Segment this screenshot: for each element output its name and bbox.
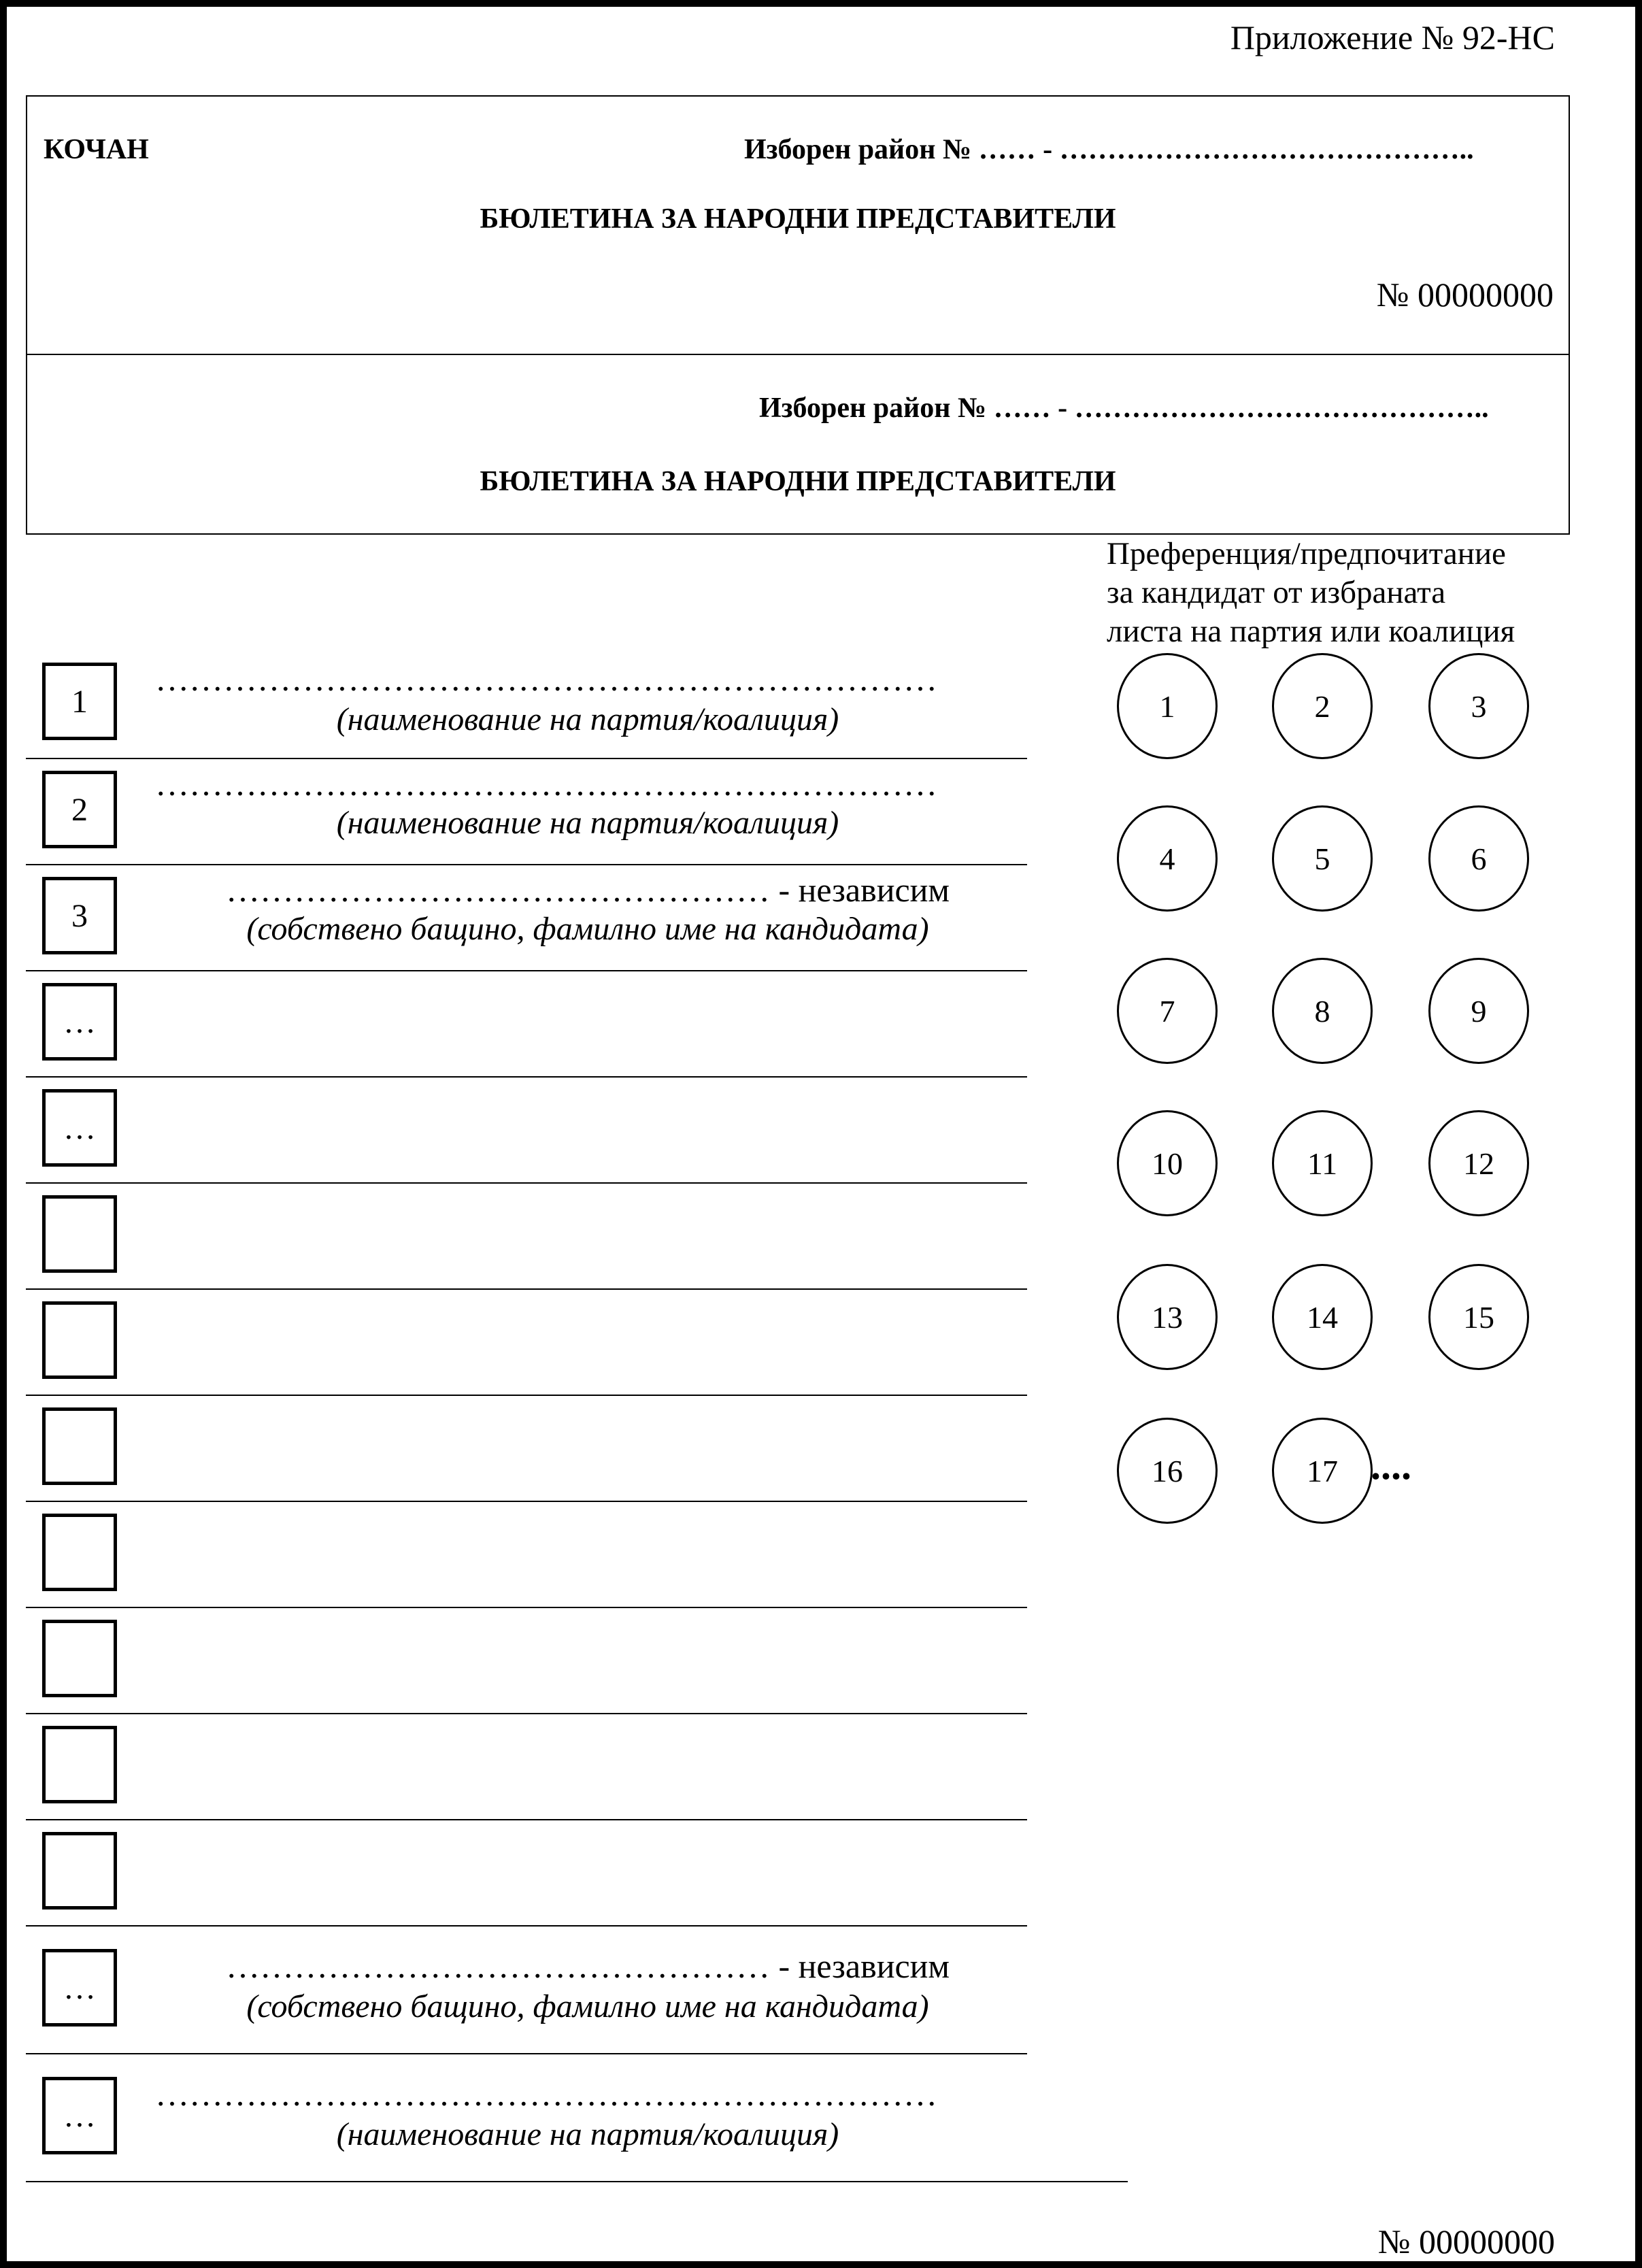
row-caption: (наименование на партия/коалиция) (336, 701, 839, 737)
ballot-checkbox[interactable] (42, 1620, 117, 1697)
party-name-line: …………………………………………………………… (155, 2075, 937, 2113)
preference-circle[interactable]: 11 (1272, 1110, 1373, 1216)
ballot-checkbox[interactable]: … (42, 983, 117, 1061)
row-caption: (собствено бащино, фамилно име на кандидата) (246, 1988, 929, 2024)
ballot-checkbox[interactable] (42, 1195, 117, 1273)
row-caption: (наименование на партия/коалиция) (336, 805, 839, 841)
preference-circle[interactable]: 16 (1117, 1418, 1218, 1524)
preference-circle[interactable]: 6 (1428, 805, 1529, 912)
ballot-row (26, 1184, 1027, 1290)
preference-circle[interactable]: 10 (1117, 1110, 1218, 1216)
stub-serial-number: № 00000000 (1376, 276, 1554, 314)
preference-circle[interactable]: 5 (1272, 805, 1373, 912)
ballot-row (26, 1714, 1027, 1820)
ballot-checkbox[interactable]: 1 (42, 663, 117, 740)
preference-circle[interactable]: 2 (1272, 653, 1373, 759)
ballot-row (26, 1502, 1027, 1608)
ballot-row (26, 1820, 1027, 1927)
preference-circle[interactable]: 3 (1428, 653, 1529, 759)
ballot-row (26, 1078, 1027, 1184)
stub-label: КОЧАН (44, 134, 149, 165)
preference-circle[interactable]: 13 (1117, 1264, 1218, 1370)
row-caption: (собствено бащино, фамилно име на кандидата) (246, 911, 929, 947)
party-name-line: …………………………………………………………… (155, 765, 937, 803)
preference-circle[interactable]: 15 (1428, 1264, 1529, 1370)
preference-heading-line: за кандидат от избраната (1107, 575, 1446, 610)
stub-title: БЮЛЕТИНА ЗА НАРОДНИ ПРЕДСТАВИТЕЛИ (480, 203, 1116, 235)
ballot-row (26, 1927, 1027, 2054)
preference-heading-line: листа на партия или коалиция (1107, 614, 1515, 649)
preference-heading-line: Преференция/предпочитание (1107, 536, 1506, 571)
ballot-row (26, 660, 1027, 759)
preference-circle[interactable]: 12 (1428, 1110, 1529, 1216)
ballot-checkbox[interactable]: … (42, 2077, 117, 2154)
preference-heading (1107, 535, 1515, 651)
ballot-checkbox[interactable] (42, 1407, 117, 1485)
ballot-checkbox[interactable]: … (42, 1089, 117, 1167)
ballot-checkbox[interactable] (42, 1832, 117, 1910)
ballot-row (26, 1290, 1027, 1396)
preference-circle[interactable]: 1 (1117, 653, 1218, 759)
preference-circle[interactable]: 17 (1272, 1418, 1373, 1524)
ballot-serial-number: № 00000000 (1377, 2222, 1555, 2261)
ballot-checkbox[interactable]: 2 (42, 771, 117, 848)
ballot-row (26, 759, 1027, 865)
counterfoil-district: Изборен район № …… - …………………………………….. (759, 393, 1489, 424)
ballot-checkbox[interactable] (42, 1514, 117, 1591)
preference-circle[interactable]: 8 (1272, 958, 1373, 1064)
preference-circle[interactable]: 9 (1428, 958, 1529, 1064)
row-caption: (наименование на партия/коалиция) (336, 2116, 839, 2152)
ballot-checkbox[interactable]: 3 (42, 877, 117, 954)
preference-circle[interactable]: 4 (1117, 805, 1218, 912)
ballot-row (26, 865, 1027, 971)
ballot-row (26, 2054, 1128, 2182)
ballot-checkbox[interactable]: … (42, 1949, 117, 2027)
candidate-name-line: ………………………………………… - независим (225, 1947, 950, 1985)
ballot-row (26, 971, 1027, 1078)
party-name-line: …………………………………………………………… (155, 660, 937, 698)
stub-section (26, 95, 1570, 355)
stub-district: Изборен район № …… - …………………………………….. (744, 134, 1474, 165)
appendix-label: Приложение № 92-НС (1230, 18, 1555, 56)
counterfoil-section (26, 354, 1570, 535)
ballot-row (26, 1608, 1027, 1714)
ballot-checkbox[interactable] (42, 1301, 117, 1379)
candidate-name-line: ………………………………………… - независим (225, 871, 950, 909)
ballot-row (26, 1396, 1027, 1502)
preference-circle[interactable]: 14 (1272, 1264, 1373, 1370)
ballot-checkbox[interactable] (42, 1726, 117, 1803)
preference-circle[interactable]: 7 (1117, 958, 1218, 1064)
preference-ellipsis: .... (1371, 1443, 1411, 1488)
counterfoil-title: БЮЛЕТИНА ЗА НАРОДНИ ПРЕДСТАВИТЕЛИ (480, 466, 1116, 497)
